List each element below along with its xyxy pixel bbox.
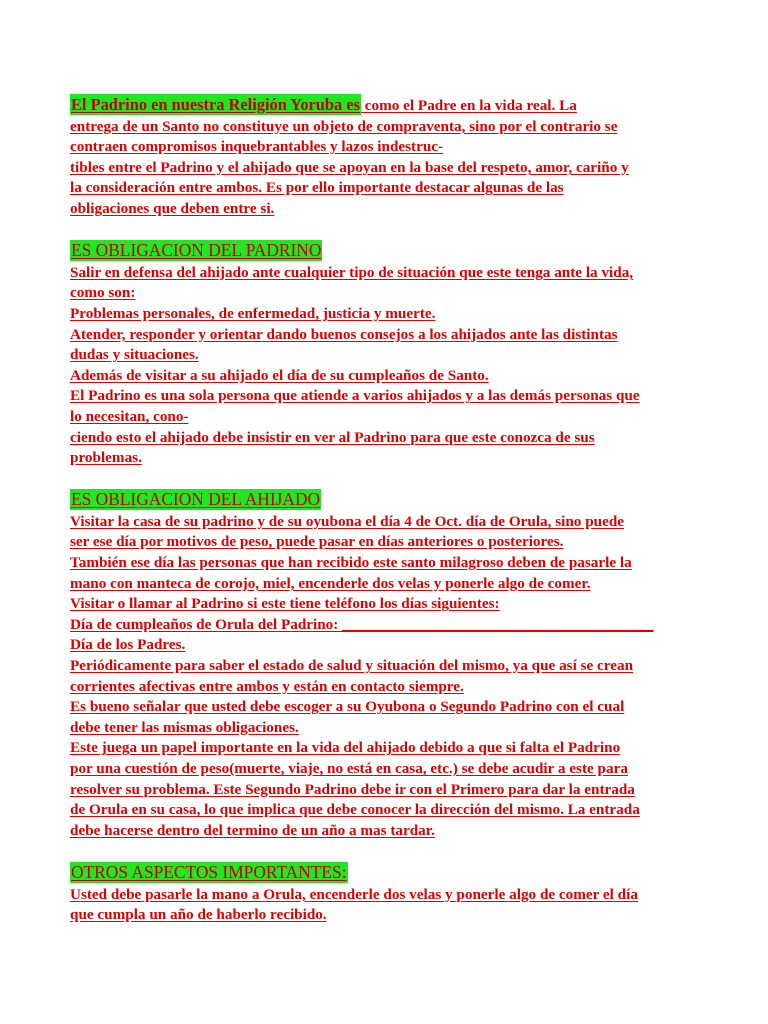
otros-line: que cumpla un año de haberlo recibido. [70, 906, 327, 924]
ahijado-section [70, 489, 738, 841]
ahijado-line: Periódicamente para saber el estado de salud y situación del mismo, ya que así se crean [70, 657, 634, 675]
intro-line: entrega de un Santo no constituye un objeto de compraventa, sino por el contrario se [70, 117, 618, 135]
ahijado-line: debe tener las mismas obligaciones. [70, 718, 299, 736]
ahijado-line: También ese día las personas que han recibido este santo milagroso deben de pasarle la [70, 554, 632, 572]
intro-heading: El Padrino en nuestra Religión Yoruba es [71, 95, 360, 114]
ahijado-line: ser ese día por motivos de peso, puede pasar en días anteriores o posteriores. [70, 533, 564, 551]
intro-first-line-text: como el Padre en la vida real. La [360, 97, 577, 114]
ahijado-line: corrientes afectivas entre ambos y están en contacto siempre. [70, 677, 464, 695]
ahijado-line: mano con manteca de corojo, miel, encenderle dos velas y ponerle algo de comer. [70, 574, 591, 592]
section-spacer [70, 469, 738, 490]
intro-line: contraen compromisos inquebrantables y lazos indestruc- [70, 138, 444, 156]
otros-section [70, 862, 738, 926]
intro-first-line [70, 94, 738, 117]
ahijado-line: Visitar o llamar al Padrino si este tiene teléfono los días siguientes: [70, 595, 500, 613]
padrino-line: El Padrino es una sola persona que atiende a varios ahijados y a las demás personas que [70, 387, 640, 405]
ahijado-line: Día de los Padres. [70, 636, 186, 654]
padrino-line: ciendo esto el ahijado debe insistir en ver al Padrino para que este conozca de sus [70, 428, 595, 446]
intro-line: la consideración entre ambos. Es por ello importante destacar algunas de las [70, 179, 564, 197]
padrino-line: dudas y situaciones. [70, 346, 199, 364]
ahijado-heading: ES OBLIGACION DEL AHIJADO [71, 489, 321, 510]
section-spacer [70, 841, 738, 862]
padrino-section [70, 240, 738, 469]
ahijado-line: Es bueno señalar que usted debe escoger a su Oyubona o Segundo Padrino con el cual [70, 698, 625, 716]
padrino-line: como son: [70, 284, 136, 302]
padrino-line: Atender, responder y orientar dando buenos consejos a los ahijados ante las distintas [70, 325, 618, 343]
document-page [70, 94, 738, 926]
ahijado-line: Este juega un papel importante en la vida del ahijado debido a que si falta el Padrino [70, 739, 621, 757]
padrino-line: Además de visitar a su ahijado el día de su cumpleaños de Santo. [70, 366, 489, 384]
ahijado-line: Visitar la casa de su padrino y de su oyubona el día 4 de Oct. día de Orula, sino puede [70, 512, 625, 530]
ahijado-line: por una cuestión de peso(muerte, viaje, no está en casa, etc.) se debe acudir a este para [70, 760, 628, 777]
intro-line: tibles entre el Padrino y el ahijado que se apoyan en la base del respeto, amor, cariño y [70, 158, 629, 176]
padrino-line: problemas. [70, 449, 142, 467]
otros-heading: OTROS ASPECTOS IMPORTANTES: [71, 861, 347, 882]
otros-line: Usted debe pasarle la mano a Orula, encenderle dos velas y ponerle algo de comer el día [70, 885, 638, 903]
intro-section [70, 94, 738, 220]
padrino-line: Salir en defensa del ahijado ante cualquier tipo de situación que este tenga ante la vida, [70, 263, 634, 281]
ahijado-line: resolver su problema. Este Segundo Padrino debe ir con el Primero para dar la entrada [70, 780, 635, 798]
section-spacer [70, 220, 738, 241]
birthday-blank-line: Día de cumpleaños de Orula del Padrino: _________________________________________ [70, 615, 654, 633]
padrino-line: lo necesitan, cono- [70, 407, 189, 425]
ahijado-line: debe hacerse dentro del termino de un año a mas tardar. [70, 821, 435, 839]
ahijado-line: de Orula en su casa, lo que implica que debe conocer la dirección del mismo. La entrada [70, 801, 640, 819]
intro-line: obligaciones que deben entre si. [70, 199, 275, 217]
padrino-line: Problemas personales, de enfermedad, justicia y muerte. [70, 304, 436, 322]
padrino-heading: ES OBLIGACION DEL PADRINO [71, 240, 322, 261]
